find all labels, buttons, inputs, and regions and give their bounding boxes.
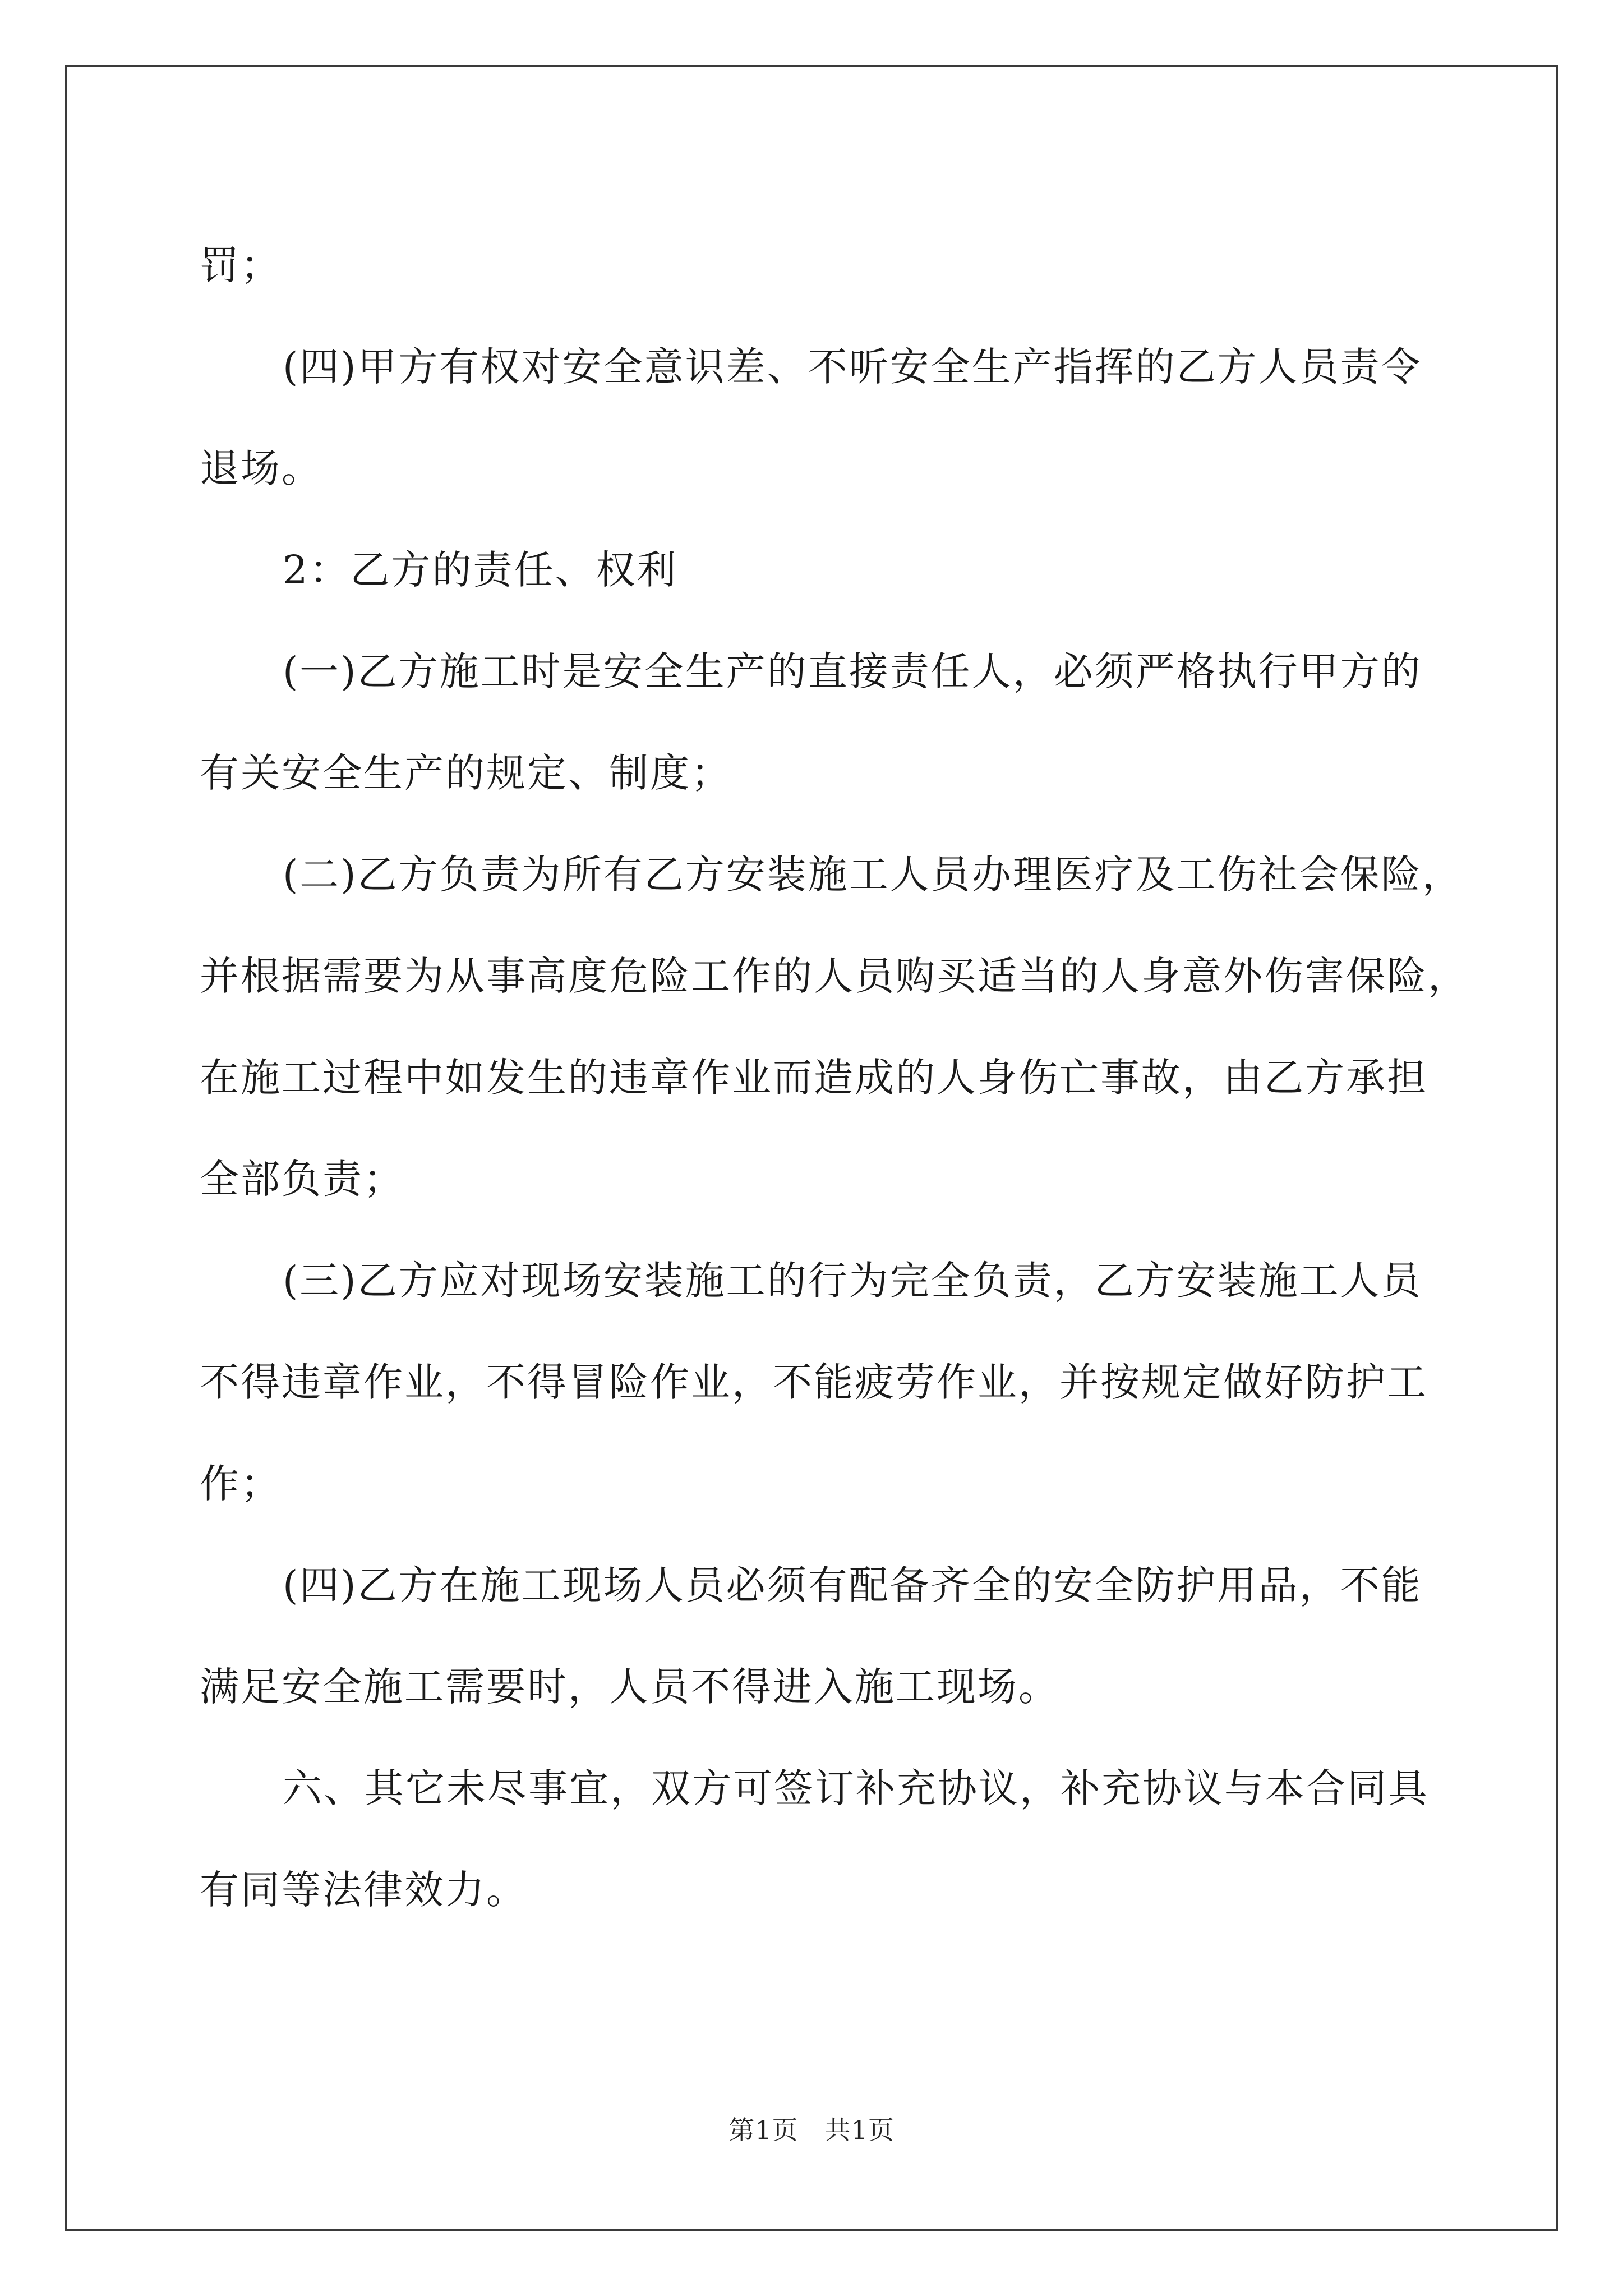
text-line: 不得违章作业，不得冒险作业，不能疲劳作业，并按规定做好防护工 bbox=[200, 1359, 1428, 1405]
page-indicator: 第1页 共1页 bbox=[728, 2115, 895, 2145]
text-line: 有关安全生产的规定、制度； bbox=[200, 750, 732, 796]
text-line: 六、其它未尽事宜，双方可签订补充协议，补充协议与本合同具 bbox=[283, 1765, 1429, 1811]
text-line: 全部负责； bbox=[200, 1156, 404, 1202]
document-body bbox=[200, 215, 1469, 1941]
text-line: 作； bbox=[200, 1461, 282, 1507]
text-line: (四)乙方在施工现场人员必须有配备齐全的安全防护用品，不能 bbox=[283, 1562, 1422, 1608]
text-line: 在施工过程中如发生的违章作业而造成的人身伤亡事故，由乙方承担 bbox=[200, 1055, 1428, 1101]
text-line: 退场。 bbox=[200, 445, 322, 491]
text-line: 并根据需要为从事高度危险工作的人员购买适当的人身意外伤害保险， bbox=[200, 953, 1469, 999]
text-line: (三)乙方应对现场安装施工的行为完全负责，乙方安装施工人员 bbox=[283, 1258, 1422, 1304]
text-line: (四)甲方有权对安全意识差、不听安全生产指挥的乙方人员责令 bbox=[283, 344, 1422, 390]
text-line: 罚； bbox=[200, 242, 282, 288]
text-line: 满足安全施工需要时，人员不得进入施工现场。 bbox=[200, 1664, 1059, 1710]
section-heading: 2：乙方的责任、权利 bbox=[283, 547, 678, 593]
text-line: (二)乙方负责为所有乙方安装施工人员办理医疗及工伤社会保险， bbox=[283, 852, 1463, 898]
page-footer bbox=[0, 2113, 1623, 2147]
text-line: 有同等法律效力。 bbox=[200, 1867, 527, 1913]
text-line: (一)乙方施工时是安全生产的直接责任人，必须严格执行甲方的 bbox=[283, 648, 1422, 694]
